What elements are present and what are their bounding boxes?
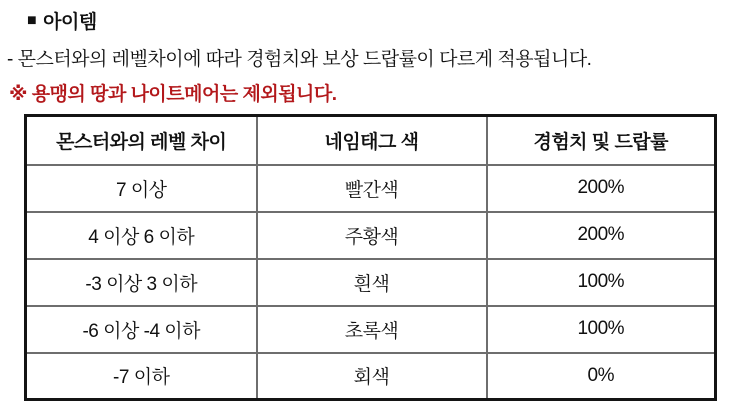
level-difference-table xyxy=(24,114,717,401)
table-row xyxy=(26,259,716,306)
nametag-color-cell: 회색 xyxy=(257,353,487,400)
nametag-color-cell: 빨간색 xyxy=(257,165,487,212)
square-bullet-icon: ■ xyxy=(27,11,37,29)
exclusion-note: ※ 용맹의 땅과 나이트메어는 제외됩니다. xyxy=(9,84,337,105)
nametag-color-cell: 흰색 xyxy=(257,259,487,306)
level-diff-cell: 7 이상 xyxy=(26,165,257,212)
level-diff-cell: -3 이상 3 이하 xyxy=(26,259,257,306)
table-row xyxy=(26,353,716,400)
table-row xyxy=(26,212,716,259)
level-diff-cell: -7 이하 xyxy=(26,353,257,400)
column-header-nametag-color: 네임태그 색 xyxy=(257,116,487,165)
rate-cell: 100% xyxy=(487,259,716,306)
section-title: 아이템 xyxy=(43,12,97,33)
rate-cell: 100% xyxy=(487,306,716,353)
rate-cell: 0% xyxy=(487,353,716,400)
rate-cell: 200% xyxy=(487,212,716,259)
nametag-color-cell: 초록색 xyxy=(257,306,487,353)
column-header-level-diff: 몬스터와의 레벨 차이 xyxy=(26,116,257,165)
column-header-rate: 경험치 및 드랍률 xyxy=(487,116,716,165)
section-heading xyxy=(0,0,740,34)
level-diff-cell: -6 이상 -4 이하 xyxy=(26,306,257,353)
nametag-color-cell: 주황색 xyxy=(257,212,487,259)
table-header-row xyxy=(26,116,716,165)
description-text: - 몬스터와의 레벨차이에 따라 경험치와 보상 드랍률이 다르게 적용됩니다. xyxy=(7,49,592,70)
table-row xyxy=(26,306,716,353)
rate-cell: 200% xyxy=(487,165,716,212)
table-row xyxy=(26,165,716,212)
level-diff-cell: 4 이상 6 이하 xyxy=(26,212,257,259)
